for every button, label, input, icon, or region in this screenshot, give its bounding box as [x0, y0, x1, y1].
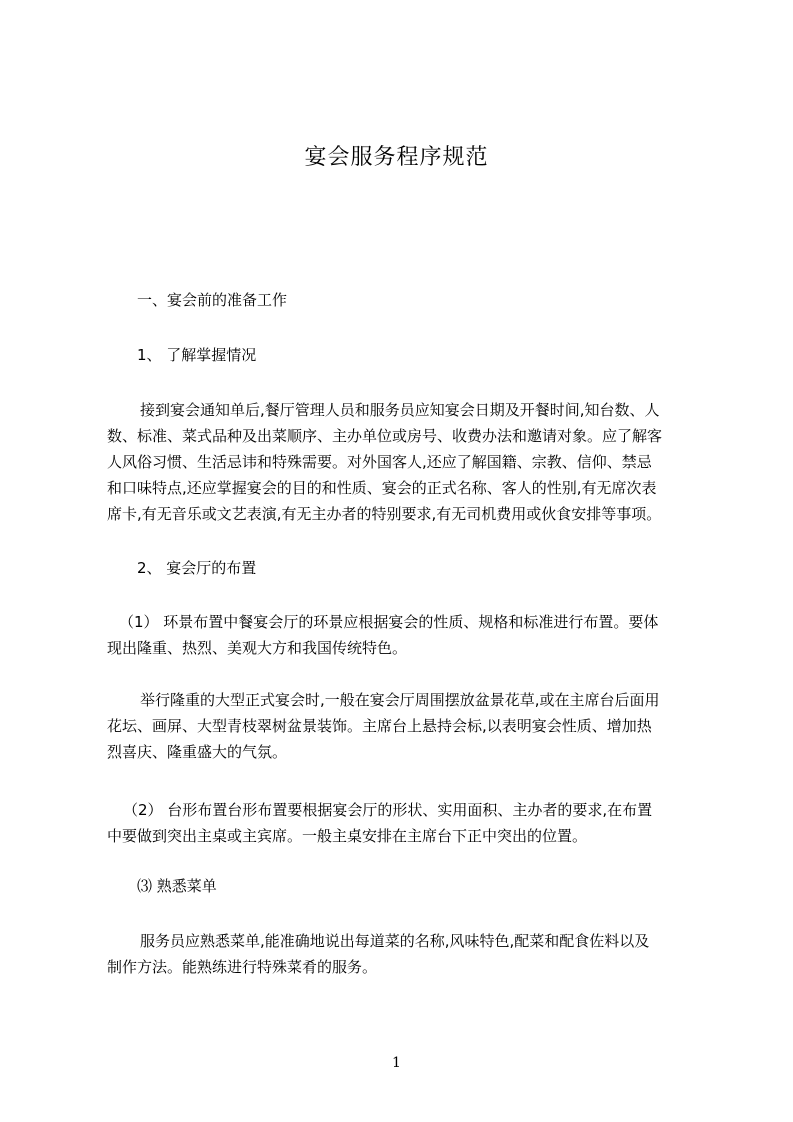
paragraph-line: 现出隆重、热烈、美观大方和我国传统特色。: [107, 639, 408, 657]
item-heading: ⑶ 熟悉菜单: [137, 877, 217, 895]
paragraph: [107, 797, 707, 849]
paragraph: [107, 397, 707, 527]
paragraph-line: （2） 台形布置台形布置要根据宴会厅的形状、实用面积、主办者的要求,在布置: [123, 801, 653, 819]
paragraph-line: 数、标准、菜式品种及出菜顺序、主办单位或房号、收费办法和邀请对象。应了解客: [107, 427, 663, 445]
page-title: 宴会服务程序规范: [304, 145, 489, 170]
item-heading: 1、 了解掌握情况: [137, 346, 257, 364]
paragraph: [107, 687, 707, 765]
paragraph: [107, 609, 707, 661]
paragraph-line: 服务员应熟悉菜单,能准确地说出每道菜的名称,风味特色,配菜和配食佐料以及: [140, 932, 650, 950]
paragraph-line: 花坛、画屏、大型青枝翠树盆景装饰。主席台上悬持会标,以表明宴会性质、增加热: [107, 717, 652, 735]
paragraph-line: 和口味特点,还应掌握宴会的目的和性质、宴会的正式名称、客人的性别,有无席次表: [107, 479, 657, 497]
paragraph-line: 中要做到突出主桌或主宾席。一般主桌安排在主席台下正中突出的位置。: [107, 827, 588, 845]
section-heading: 一、宴会前的准备工作: [137, 291, 288, 309]
paragraph-line: 席卡,有无音乐或文艺表演,有无主办者的特别要求,有无司机费用或伙食安排等事项。: [107, 505, 662, 523]
item-heading: 2、 宴会厅的布置: [137, 559, 257, 577]
page-number: 1: [392, 1055, 401, 1071]
paragraph-line: 烈喜庆、隆重盛大的气氛。: [107, 743, 288, 761]
paragraph-line: 制作方法。能熟练进行特殊菜肴的服务。: [107, 958, 378, 976]
paragraph-line: 接到宴会通知单后,餐厅管理人员和服务员应知宴会日期及开餐时间,知台数、人: [140, 401, 660, 419]
paragraph-line: （1） 环景布置中餐宴会厅的环景应根据宴会的性质、规格和标准进行布置。要体: [119, 613, 659, 631]
paragraph-line: 举行隆重的大型正式宴会时,一般在宴会厅周围摆放盆景花草,或在主席台后面用: [140, 691, 660, 709]
paragraph-line: 人风俗习惯、生活忌讳和特殊需要。对外国客人,还应了解国籍、宗教、信仰、禁忌: [107, 453, 652, 471]
paragraph: [107, 928, 707, 980]
